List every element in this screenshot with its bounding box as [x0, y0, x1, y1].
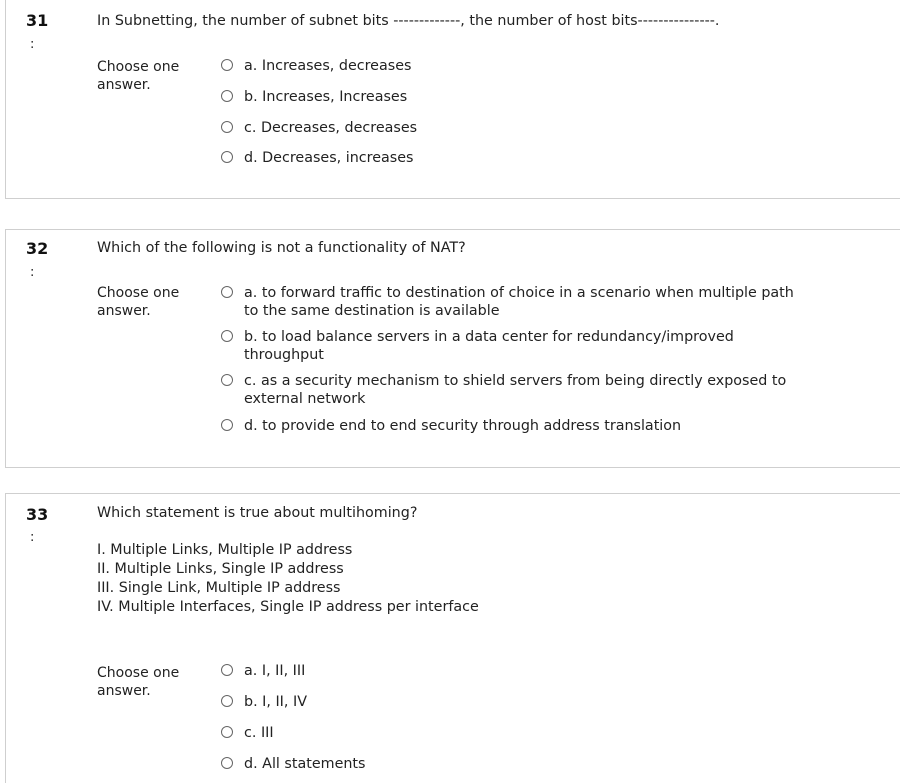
answer-option-c[interactable] — [221, 372, 821, 408]
question-number: 31 — [26, 11, 49, 30]
question-number: 32 — [26, 239, 49, 258]
question-32-card — [5, 229, 900, 468]
option-label: b. Increases, Increases — [244, 89, 408, 105]
option-label: d. All statements — [244, 756, 366, 772]
statement-item: III. Single Link, Multiple IP address — [97, 580, 341, 596]
choose-one-label: Choose one answer. — [97, 285, 180, 319]
question-text: Which statement is true about multihoming? — [97, 505, 418, 521]
answer-option-a[interactable] — [221, 284, 821, 320]
radio-button[interactable] — [221, 151, 233, 163]
answer-option-d[interactable] — [221, 417, 821, 435]
option-label: a. to forward traffic to destination of choice in a scenario when multiple path to the same destination is available — [244, 285, 794, 319]
option-label: c. III — [244, 725, 274, 741]
statement-item: II. Multiple Links, Single IP address — [97, 561, 344, 577]
statement-list — [97, 541, 479, 617]
answer-option-b[interactable] — [221, 328, 821, 364]
question-33-card — [5, 493, 900, 783]
question-number-colon: : — [30, 265, 35, 280]
radio-button[interactable] — [221, 664, 233, 676]
choose-one-label: Choose one answer. — [97, 59, 180, 93]
statement-item: IV. Multiple Interfaces, Single IP address per interface — [97, 599, 479, 615]
answer-option-a[interactable] — [221, 57, 411, 75]
answer-option-b[interactable] — [221, 693, 307, 711]
question-text: Which of the following is not a functionality of NAT? — [97, 240, 466, 256]
radio-button[interactable] — [221, 695, 233, 707]
option-label: a. Increases, decreases — [244, 58, 412, 74]
option-label: a. I, II, III — [244, 663, 306, 679]
radio-button[interactable] — [221, 286, 233, 298]
answer-option-d[interactable] — [221, 755, 366, 773]
question-number-colon: : — [30, 530, 35, 545]
question-31-card — [5, 0, 900, 199]
answer-option-c[interactable] — [221, 119, 417, 137]
option-label: b. I, II, IV — [244, 694, 307, 710]
radio-button[interactable] — [221, 726, 233, 738]
radio-button[interactable] — [221, 90, 233, 102]
statement-item: I. Multiple Links, Multiple IP address — [97, 542, 353, 558]
option-label: c. as a security mechanism to shield servers from being directly exposed to external network — [244, 373, 787, 407]
radio-button[interactable] — [221, 59, 233, 71]
question-number-colon: : — [30, 37, 35, 52]
radio-button[interactable] — [221, 757, 233, 769]
question-text: In Subnetting, the number of subnet bits -------------, the number of host bits---------------. — [97, 13, 720, 29]
choose-one-label: Choose one answer. — [97, 665, 180, 699]
question-number: 33 — [26, 505, 49, 524]
option-label: b. to load balance servers in a data center for redundancy/improved throughput — [244, 329, 734, 363]
answer-option-c[interactable] — [221, 724, 274, 742]
answer-option-a[interactable] — [221, 662, 305, 680]
radio-button[interactable] — [221, 374, 233, 386]
option-label: d. Decreases, increases — [244, 150, 414, 166]
option-label: c. Decreases, decreases — [244, 120, 418, 136]
radio-button[interactable] — [221, 419, 233, 431]
option-label: d. to provide end to end security through address translation — [244, 418, 682, 434]
answer-option-b[interactable] — [221, 88, 407, 106]
radio-button[interactable] — [221, 121, 233, 133]
radio-button[interactable] — [221, 330, 233, 342]
answer-option-d[interactable] — [221, 149, 413, 167]
